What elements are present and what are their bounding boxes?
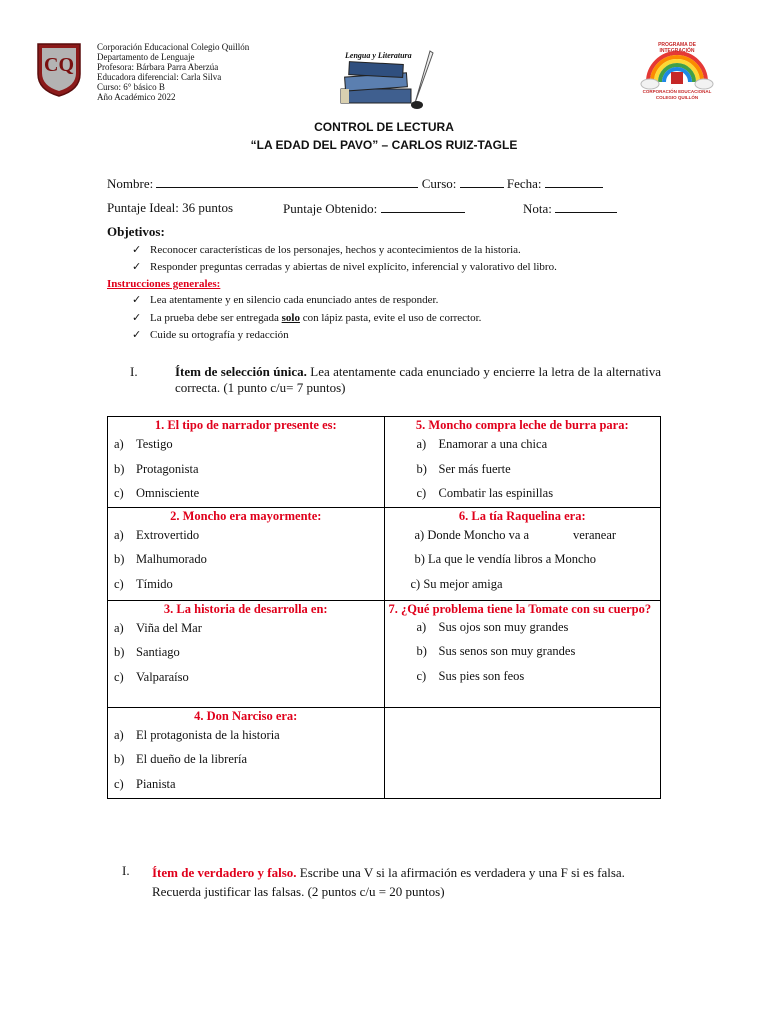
school-logo — [34, 40, 84, 98]
instruction-item: ✓ Lea atentamente y en silencio cada enunciado antes de responder. — [132, 294, 439, 306]
answer-option[interactable]: c) Pianista — [114, 776, 176, 791]
check-icon: ✓ — [132, 294, 142, 306]
obtained-score-field[interactable] — [381, 200, 465, 213]
answer-option[interactable]: b) Sus senos son muy grandes — [416, 644, 576, 658]
answer-option[interactable]: a) Donde Moncho va a veranear — [414, 527, 617, 542]
answer-option[interactable]: b) El dueño de la librería — [114, 752, 248, 766]
answer-option[interactable]: a) Sus ojos son muy grandes — [416, 619, 569, 634]
question-cell — [108, 707, 385, 798]
section2-numeral: I. — [122, 863, 130, 878]
course-label: Curso: — [421, 176, 457, 191]
objective-item: ✓ Reconocer características de los personajes, hechos y acontecimientos de la historia. — [132, 244, 521, 256]
section1-text: Ítem de selección única. Lea atentamente cada enunciado y encierre la letra de la alternativa correcta. (1 punto c/u= 7 puntos) — [175, 364, 662, 395]
school-logo-text: CQ — [44, 54, 74, 76]
grade-field[interactable] — [555, 200, 617, 213]
answer-option[interactable]: b) Malhumorado — [114, 552, 207, 566]
page-subtitle: “LA EDAD DEL PAVO” – CARLOS RUIZ-TAGLE — [250, 138, 518, 152]
integration-logo-title: PROGRAMA DE INTEGRACIÓN — [658, 42, 696, 54]
page-title: CONTROL DE LECTURA — [314, 120, 454, 134]
header-line: Educadora diferencial: Carla Silva — [97, 72, 222, 82]
question-cell — [384, 507, 661, 600]
answer-option[interactable]: c) Omnisciente — [114, 486, 200, 500]
course-field[interactable] — [460, 175, 504, 188]
header-line: Corporación Educacional Colegio Quillón — [97, 42, 250, 52]
check-icon: ✓ — [132, 312, 142, 324]
books-caption: Lengua y Literatura — [345, 51, 412, 60]
score-row — [107, 200, 667, 216]
ideal-score: Puntaje Ideal: 36 puntos — [107, 200, 234, 215]
instruction-item: ✓ Cuide su ortografía y redacción — [132, 329, 289, 341]
question-text: 7. ¿Qué problema tiene la Tomate con su cuerpo? — [388, 601, 652, 616]
check-icon: ✓ — [132, 329, 142, 341]
header-line: Año Académico 2022 — [97, 92, 176, 102]
section2-text: Ítem de verdadero y falso. Escribe una V si la afirmación es verdadera y una F si es falsa. Recuerda justificar las falsas. (2 puntos c/u = 20 puntos) — [152, 865, 625, 899]
check-icon: ✓ — [132, 261, 142, 273]
questions-table — [107, 416, 661, 799]
empty-cell — [384, 707, 661, 798]
question-cell — [384, 600, 661, 707]
header-line: Departamento de Lenguaje — [97, 52, 195, 62]
answer-option[interactable]: a) El protagonista de la historia — [114, 727, 280, 742]
student-info-row — [107, 175, 603, 192]
name-field[interactable] — [156, 175, 418, 188]
grade-label: Nota: — [523, 201, 552, 216]
question-text: 4. Don Narciso era: — [194, 708, 298, 723]
integration-logo-sub1: CORPORACIÓN EDUCACIONAL — [642, 89, 712, 94]
answer-option[interactable]: b) Ser más fuerte — [416, 461, 511, 476]
name-label: Nombre: — [107, 176, 154, 191]
check-icon: ✓ — [132, 244, 142, 256]
integration-program-logo — [640, 42, 714, 106]
school-header-info — [97, 42, 249, 102]
question-text: 3. La historia de desarrolla en: — [163, 601, 328, 616]
answer-option[interactable]: a) Enamorar a una chica — [416, 437, 548, 451]
books-illustration — [335, 45, 435, 113]
answer-option[interactable]: c) Combatir las espinillas — [416, 486, 554, 500]
question-cell — [108, 600, 385, 707]
question-cell — [108, 507, 385, 600]
question-cell — [108, 417, 385, 508]
answer-option[interactable]: b) La que le vendía libros a Moncho — [414, 552, 597, 566]
instruction-item: ✓ La prueba debe ser entregada solo con lápiz pasta, evite el uso de corrector. — [132, 312, 482, 324]
answer-option[interactable]: c) Valparaíso — [114, 669, 189, 684]
section1-numeral: I. — [130, 364, 138, 379]
answer-option[interactable]: c) Sus pies son feos — [416, 668, 525, 683]
answer-option[interactable]: b) Santiago — [114, 645, 180, 659]
obtained-score-label: Puntaje Obtenido: — [283, 201, 378, 216]
date-label: Fecha: — [506, 176, 542, 191]
answer-option[interactable]: b) Protagonista — [114, 461, 199, 476]
date-field[interactable] — [545, 175, 603, 188]
header-line: Profesora: Bárbara Parra Aberzúa — [97, 62, 219, 72]
instructions-heading: Instrucciones generales: — [107, 278, 221, 290]
answer-option[interactable]: a) Viña del Mar — [114, 620, 202, 635]
objective-item: ✓ Responder preguntas cerradas y abiertas de nivel explícito, inferencial y valorativo del libro. — [132, 261, 557, 273]
answer-option[interactable]: c) Su mejor amiga — [410, 576, 503, 591]
question-text: 2. Moncho era mayormente: — [170, 508, 322, 523]
question-text: 1. El tipo de narrador presente es: — [154, 418, 337, 432]
integration-logo-sub2: COLEGIO QUILLÓN — [655, 95, 699, 100]
question-cell — [384, 417, 661, 508]
answer-option[interactable]: c) Tímido — [114, 576, 173, 591]
answer-option[interactable]: a) Extrovertido — [114, 527, 200, 542]
answer-option[interactable]: a) Testigo — [114, 437, 173, 451]
header-line: Curso: 6° básico B — [97, 82, 165, 92]
objectives-heading: Objetivos: — [107, 224, 165, 239]
question-text: 5. Moncho compra leche de burra para: — [415, 418, 629, 432]
question-text: 6. La tía Raquelina era: — [458, 508, 586, 523]
